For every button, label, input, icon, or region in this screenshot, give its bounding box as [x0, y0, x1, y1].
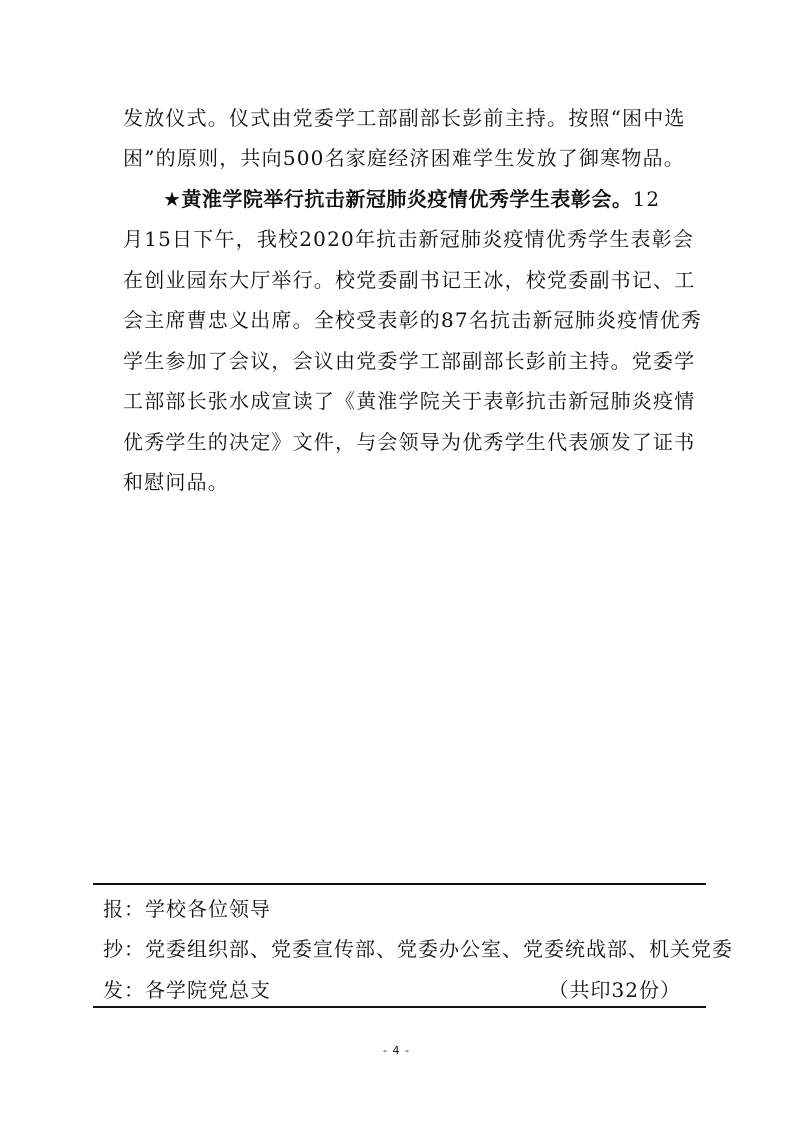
body-line: 发放仪式。仪式由党委学工部副部长彭前主持。按照“困中选: [123, 106, 686, 130]
footer-send-text: 发：各学院党总支: [103, 978, 271, 1002]
body-text: 12: [632, 187, 661, 211]
footer-send-line: [103, 977, 693, 1003]
footer-copy-line: 抄：党委组织部、党委宣传部、党委办公室、党委统战部、机关党委: [103, 937, 733, 961]
body-line: 优秀学生的决定》文件，与会领导为优秀学生代表颁发了证书: [123, 430, 696, 454]
footer-report-line: 报：学校各位领导: [103, 897, 271, 921]
body-line: 和慰问品。: [123, 470, 229, 494]
footer-top-rule: [93, 883, 706, 885]
footer-copies-note: （共印32份）: [548, 978, 681, 1002]
body-line: 学生参加了会议，会议由党委学工部副部长彭前主持。党委学: [123, 349, 696, 373]
body-line: 月15日下午，我校2020年抗击新冠肺炎疫情优秀学生表彰会: [123, 227, 695, 251]
footer-bottom-rule: [93, 1006, 706, 1008]
body-line: 在创业园东大厅举行。校党委副书记王冰，校党委副书记、工: [123, 268, 696, 292]
news-item-headline: ★黄淮学院举行抗击新冠肺炎疫情优秀学生表彰会。: [163, 187, 633, 211]
body-line: 会主席曹忠义出席。全校受表彰的87名抗击新冠肺炎疫情优秀: [123, 308, 703, 332]
body-line: 困”的原则，共向500名家庭经济困难学生发放了御寒物品。: [123, 146, 685, 170]
news-item-headline-line: [163, 186, 660, 212]
page-number: - 4 -: [383, 1044, 410, 1057]
body-line: 工部部长张水成宣读了《黄淮学院关于表彰抗击新冠肺炎疫情: [123, 389, 696, 413]
